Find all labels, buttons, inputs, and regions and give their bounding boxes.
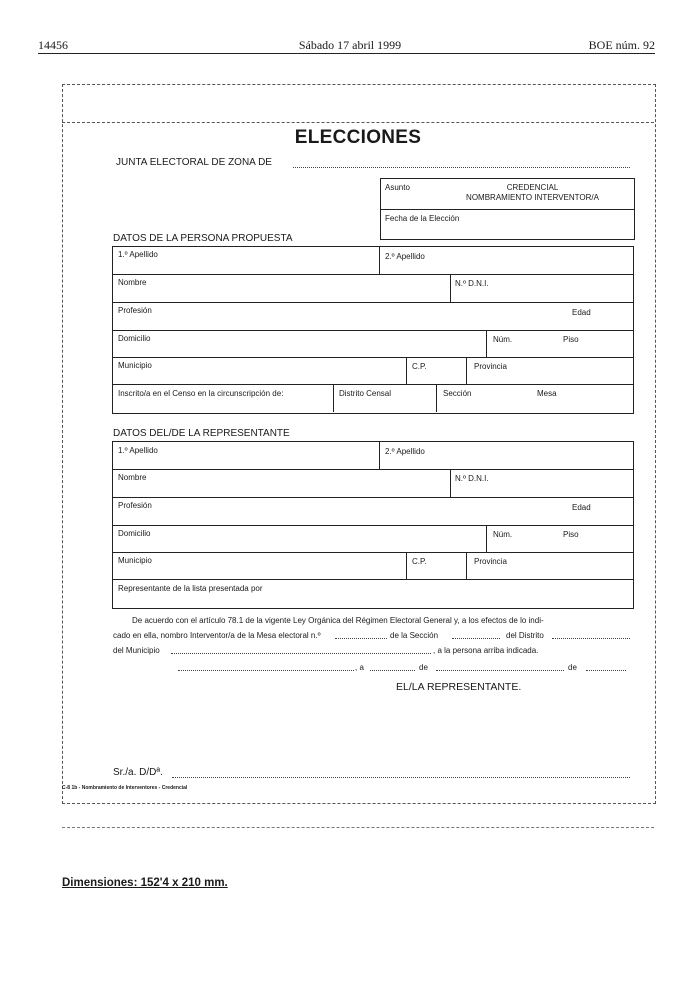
asunto-value-1: CREDENCIAL: [506, 183, 559, 192]
col-divider: [486, 525, 487, 552]
r-domicilio[interactable]: Domicilio: [118, 529, 151, 538]
col-divider: [436, 384, 437, 412]
page-number: 14456: [38, 38, 68, 52]
distrito-field[interactable]: [552, 638, 630, 639]
place-field[interactable]: [178, 670, 354, 671]
recipient-field[interactable]: [172, 777, 630, 778]
p-cp[interactable]: C.P.: [412, 362, 427, 371]
fecha-eleccion-label: Fecha de la Elección: [385, 214, 460, 223]
r-edad[interactable]: Edad: [572, 503, 591, 512]
col-divider: [486, 330, 487, 357]
cut-line: [62, 827, 654, 828]
form-title: ELECCIONES: [294, 127, 422, 148]
col-divider: [466, 552, 467, 579]
r-piso[interactable]: Piso: [563, 530, 579, 539]
declaration-line-2b: de la Sección: [390, 631, 439, 640]
dimensions-note: Dimensiones: 152'4 x 210 mm.: [62, 877, 228, 889]
row-divider: [112, 357, 634, 358]
col-divider: [450, 469, 451, 497]
date-de-2: de: [568, 663, 577, 672]
p-mesa[interactable]: Mesa: [537, 389, 557, 398]
r-dni[interactable]: N.º D.N.I.: [455, 474, 489, 483]
section-persona-title: DATOS DE LA PERSONA PROPUESTA: [113, 233, 293, 244]
declaration-line-1: De acuerdo con el artículo 78.1 de la vigente Ley Orgánica del Régimen Electoral General y, a los efectos de lo indi-: [132, 616, 544, 625]
signature-label: EL/LA REPRESENTANTE.: [396, 681, 522, 693]
col-divider: [406, 552, 407, 579]
r-num[interactable]: Núm.: [493, 530, 513, 539]
p-profesion[interactable]: Profesión: [118, 306, 152, 315]
month-field[interactable]: [436, 670, 564, 671]
mesa-number-field[interactable]: [335, 638, 387, 639]
asunto-value-2: NOMBRAMIENTO INTERVENTOR/A: [466, 193, 599, 202]
journal-issue: BOE núm. 92: [588, 38, 655, 52]
declaration-line-2a: cado en ella, nombro Interventor/a de la Mesa electoral n.º: [113, 631, 321, 640]
r-representante-lista[interactable]: Representante de la lista presentada por: [118, 584, 263, 593]
p-distrito[interactable]: Distrito Censal: [339, 389, 392, 398]
row-divider: [112, 525, 634, 526]
declaration-line-3a: del Municipio: [113, 646, 160, 655]
p-domicilio[interactable]: Domicilio: [118, 334, 151, 343]
row-divider: [112, 552, 634, 553]
col-divider: [466, 357, 467, 384]
publication-date: Sábado 17 abril 1999: [298, 38, 402, 52]
r-apellido1[interactable]: 1.º Apellido: [118, 446, 158, 455]
year-field[interactable]: [586, 670, 626, 671]
date-de-1: de: [419, 663, 428, 672]
row-divider: [112, 497, 634, 498]
declaration-line-3b: , a la persona arriba indicada.: [433, 646, 539, 655]
p-num[interactable]: Núm.: [493, 335, 513, 344]
row-divider: [112, 384, 634, 385]
r-profesion[interactable]: Profesión: [118, 501, 152, 510]
row-divider: [112, 302, 634, 303]
col-divider: [450, 274, 451, 302]
p-piso[interactable]: Piso: [563, 335, 579, 344]
declaration-line-2c: del Distrito: [506, 631, 544, 640]
p-edad[interactable]: Edad: [572, 308, 591, 317]
row-divider: [112, 579, 634, 580]
asunto-label: Asunto: [385, 183, 410, 192]
row-divider: [112, 469, 634, 470]
header-rule: [38, 53, 655, 54]
r-cp[interactable]: C.P.: [412, 557, 427, 566]
junta-field[interactable]: [293, 167, 630, 168]
p-provincia[interactable]: Provincia: [474, 362, 507, 371]
form-top-separator: [62, 122, 654, 123]
date-a: , a: [355, 663, 364, 672]
col-divider: [379, 441, 380, 469]
r-provincia[interactable]: Provincia: [474, 557, 507, 566]
p-municipio[interactable]: Municipio: [118, 361, 152, 370]
row-divider: [112, 330, 634, 331]
col-divider: [379, 246, 380, 274]
p-dni[interactable]: N.º D.N.I.: [455, 279, 489, 288]
r-nombre[interactable]: Nombre: [118, 473, 147, 482]
p-apellido2[interactable]: 2.º Apellido: [385, 252, 425, 261]
seccion-field[interactable]: [452, 638, 500, 639]
municipio-field[interactable]: [171, 653, 431, 654]
p-seccion[interactable]: Sección: [443, 389, 472, 398]
asunto-divider: [380, 209, 635, 210]
col-divider: [333, 384, 334, 412]
r-municipio[interactable]: Municipio: [118, 556, 152, 565]
p-apellido1[interactable]: 1.º Apellido: [118, 250, 158, 259]
section-representante-title: DATOS DEL/DE LA REPRESENTANTE: [113, 428, 290, 439]
row-divider: [112, 274, 634, 275]
recipient-label: Sr./a. D/Dª.: [113, 767, 163, 778]
day-field[interactable]: [370, 670, 415, 671]
p-inscrito: Inscrito/a en el Censo en la circunscripción de:: [118, 389, 284, 398]
r-apellido2[interactable]: 2.º Apellido: [385, 447, 425, 456]
junta-label: JUNTA ELECTORAL DE ZONA DE: [116, 157, 272, 168]
form-code: C-8 1b - Nombramiento de Interventores - Credencial: [62, 785, 188, 791]
col-divider: [406, 357, 407, 384]
p-nombre[interactable]: Nombre: [118, 278, 147, 287]
